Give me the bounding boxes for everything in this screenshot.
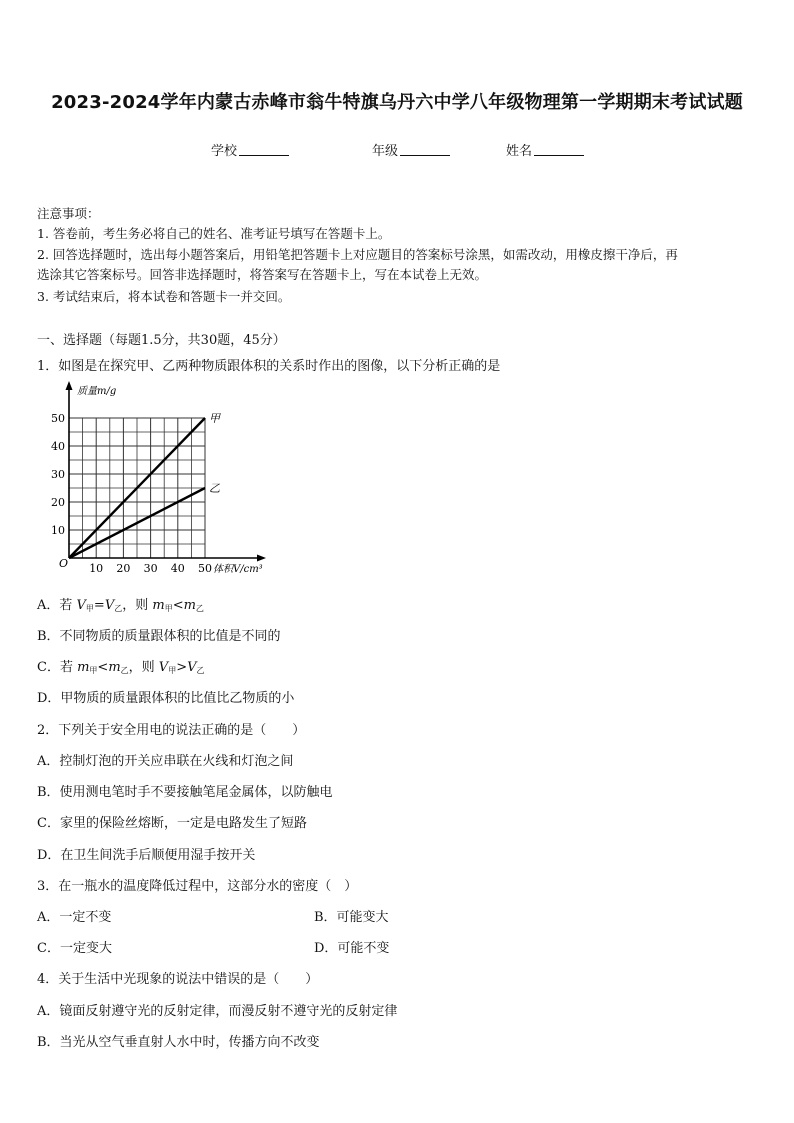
name-field xyxy=(506,140,584,159)
x-tick-label: 30 xyxy=(143,562,158,575)
note-item-2-line-1: 2. 回答选择题时，选出每小题答案后，用铅笔把答题卡上对应题目的答案标号涂黑，如需改动，用橡皮擦干净后，再 xyxy=(37,247,678,262)
section-heading: 一、选择题（每题1.5分，共30题，45分） xyxy=(37,333,286,348)
origin-label: O xyxy=(59,557,69,570)
question-1-stem: 1．如图是在探究甲、乙两种物质跟体积的关系时作出的图像，以下分析正确的是 xyxy=(37,359,501,374)
grade-blank[interactable] xyxy=(400,143,450,156)
question-3-option-a[interactable]: A．一定不变 xyxy=(37,910,112,925)
question-1-option-c[interactable]: C．若 $m_甲<m_乙$，则 $V_甲>V_乙$ xyxy=(37,660,205,675)
x-tick-label: 10 xyxy=(89,562,104,575)
name-blank[interactable] xyxy=(534,143,584,156)
school-blank[interactable] xyxy=(239,143,289,156)
note-item-1: 1. 答卷前，考生务必将自己的姓名、准考证号填写在答题卡上。 xyxy=(37,226,391,241)
question-1-option-a[interactable]: A．若 $V_甲=V_乙$，则 $m_甲<m_乙$ xyxy=(37,598,204,613)
page-title: 2023-2024学年内蒙古赤峰市翁牛特旗乌丹六中学八年级物理第一学期期末考试试题 xyxy=(51,92,743,113)
question-4-option-a[interactable]: A．镜面反射遵守光的反射定律，而漫反射不遵守光的反射定律 xyxy=(37,1004,398,1019)
y-tick-label: 20 xyxy=(51,496,65,509)
note-item-2-line-2: 选涂其它答案标号。回答非选择题时，将答案写在答题卡上，写在本试卷上无效。 xyxy=(37,267,488,282)
y-tick-label: 30 xyxy=(51,468,65,481)
question-3-stem: 3．在一瓶水的温度降低过程中，这部分水的密度（ ） xyxy=(37,879,358,894)
x-tick-label: 50 xyxy=(198,562,212,575)
grade-field xyxy=(372,140,450,159)
y-tick-label: 50 xyxy=(51,412,65,425)
question-1-option-d[interactable]: D．甲物质的质量跟体积的比值比乙物质的小 xyxy=(37,691,295,706)
y-axis-label: 质量m/g xyxy=(77,386,117,397)
name-label: 姓名 xyxy=(506,144,533,159)
question-2-stem: 2．下列关于安全用电的说法正确的是（ ） xyxy=(37,723,306,738)
question-1-option-b[interactable]: B．不同物质的质量跟体积的比值是不同的 xyxy=(37,629,281,644)
y-axis-arrow xyxy=(66,381,73,390)
question-3-option-d[interactable]: D．可能不变 xyxy=(314,941,390,956)
question-2-option-b[interactable]: B．使用测电笔时手不要接触笔尾金属体，以防触电 xyxy=(37,785,333,800)
school-label: 学校 xyxy=(211,144,238,159)
question-2-option-d[interactable]: D．在卫生间洗手后顺便用湿手按开关 xyxy=(37,848,256,863)
x-tick-label: 40 xyxy=(170,562,185,575)
x-tick-label: 20 xyxy=(116,562,131,575)
notes-heading: 注意事项： xyxy=(37,206,100,221)
y-tick-label: 40 xyxy=(51,440,65,453)
series-label: 乙 xyxy=(209,482,220,495)
question-4-stem: 4．关于生活中光现象的说法中错误的是（ ） xyxy=(37,972,319,987)
series-label: 甲 xyxy=(209,412,220,425)
question-2-option-a[interactable]: A．控制灯泡的开关应串联在火线和灯泡之间 xyxy=(37,754,294,769)
x-axis-arrow xyxy=(257,555,266,562)
question-3-option-b[interactable]: B．可能变大 xyxy=(314,910,389,925)
graph-axes xyxy=(66,381,267,562)
school-field xyxy=(211,140,289,159)
x-axis-label: 体积V/cm³ xyxy=(213,564,263,575)
mass-volume-graph xyxy=(37,378,277,578)
question-3-option-c[interactable]: C．一定变大 xyxy=(37,941,112,956)
grade-label: 年级 xyxy=(372,144,399,159)
question-2-option-c[interactable]: C．家里的保险丝熔断，一定是电路发生了短路 xyxy=(37,816,307,831)
question-4-option-b[interactable]: B．当光从空气垂直射人水中时，传播方向不改变 xyxy=(37,1035,320,1050)
note-item-3: 3. 考试结束后，将本试卷和答题卡一并交回。 xyxy=(37,289,291,304)
y-tick-label: 10 xyxy=(51,524,65,537)
